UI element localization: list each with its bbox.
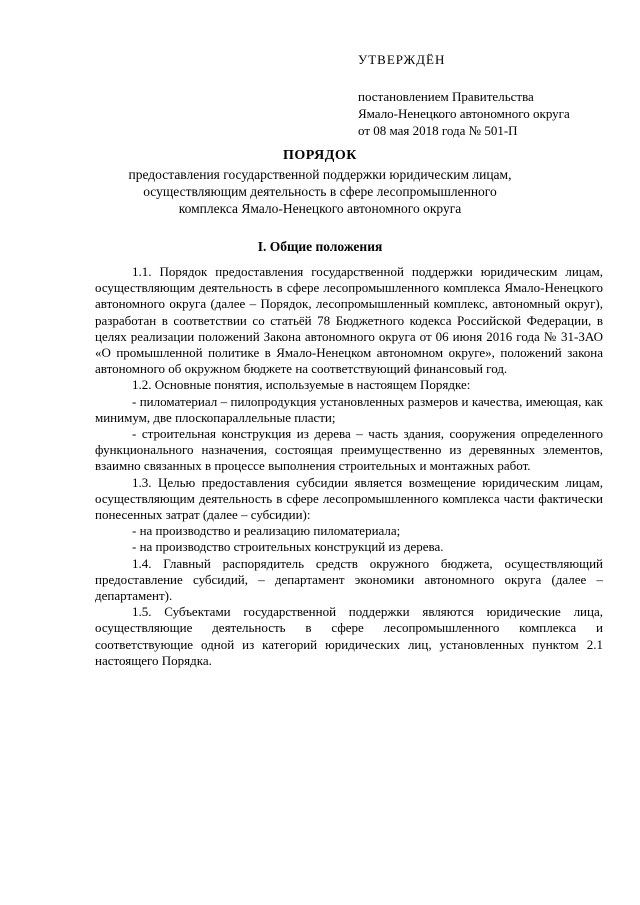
subtitle-line: предоставления государственной поддержки юридическим лицам,: [128, 167, 512, 182]
section-title: I. Общие положения: [257, 239, 383, 254]
approval-block: [358, 51, 628, 139]
list-item: - строительная конструкция из дерева – часть здания, сооружения определенного функционального назначения, состоящая преимущественно из деревянных элементов, взаимно связанных в процессе выполнения строительных и монтажных работ.: [95, 426, 603, 474]
subtitle-line: осуществляющим деятельность в сфере лесопромышленного: [143, 184, 497, 199]
list-item: - на производство и реализацию пиломатериала;: [132, 523, 401, 539]
approval-line-3: от 08 мая 2018 года № 501-П: [358, 123, 518, 138]
paragraph-1-3: 1.3. Целью предоставления субсидии является возмещение юридическим лицам, осуществляющим деятельность в сфере лесопромышленного комплекса части фактически понесенных затрат (далее – субсидии):: [95, 474, 603, 523]
approval-line-2: Ямало-Ненецкого автономного округа: [358, 106, 570, 121]
document-body: [95, 264, 603, 669]
document-title: ПОРЯДОК: [283, 148, 357, 163]
approval-line-1: постановлением Правительства: [358, 89, 534, 104]
paragraph-1-4: 1.4. Главный распорядитель средств окружного бюджета, осуществляющий предоставление субсидий, – департамент экономики автономного округа (далее – департамент).: [95, 555, 603, 604]
approval-title: УТВЕРЖДЁН: [358, 52, 446, 67]
paragraph-1-2: 1.2. Основные понятия, используемые в настоящем Порядке:: [132, 377, 471, 393]
subtitle-line: комплекса Ямало-Ненецкого автономного округа: [178, 201, 462, 216]
paragraph-1-5: 1.5. Субъектами государственной поддержки являются юридические лица, осуществляющие деятельность в сфере лесопромышленного комплекса и соответствующие одной из категорий юридических лиц, установленных пунктом 2.1 настоящего Порядка.: [95, 604, 603, 668]
list-item: - пиломатериал – пилопродукция установленных размеров и качества, имеющая, как минимум, две плоскопараллельные пласти;: [95, 393, 603, 425]
paragraph-1-1: 1.1. Порядок предоставления государственной поддержки юридическим лицам, осуществляющим деятельность в сфере лесопромышленного комплекса Ямало-Ненецкого автономного округа (далее – Порядок, лесопромышленный комплекс, автономный округ), разработан в соответствии со статьёй 78 Бюджетного кодекса Российской Федерации, в целях реализации положений Закона автономного округа от 06 июня 2016 года № 31-ЗАО «О промышленной политике в Ямало-Ненецком автономном округе», положений закона автономного об окружном бюджете на соответствующий финансовый год.: [95, 264, 603, 377]
list-item: - на производство строительных конструкций из дерева.: [132, 539, 444, 555]
document-subtitle: [0, 166, 640, 217]
